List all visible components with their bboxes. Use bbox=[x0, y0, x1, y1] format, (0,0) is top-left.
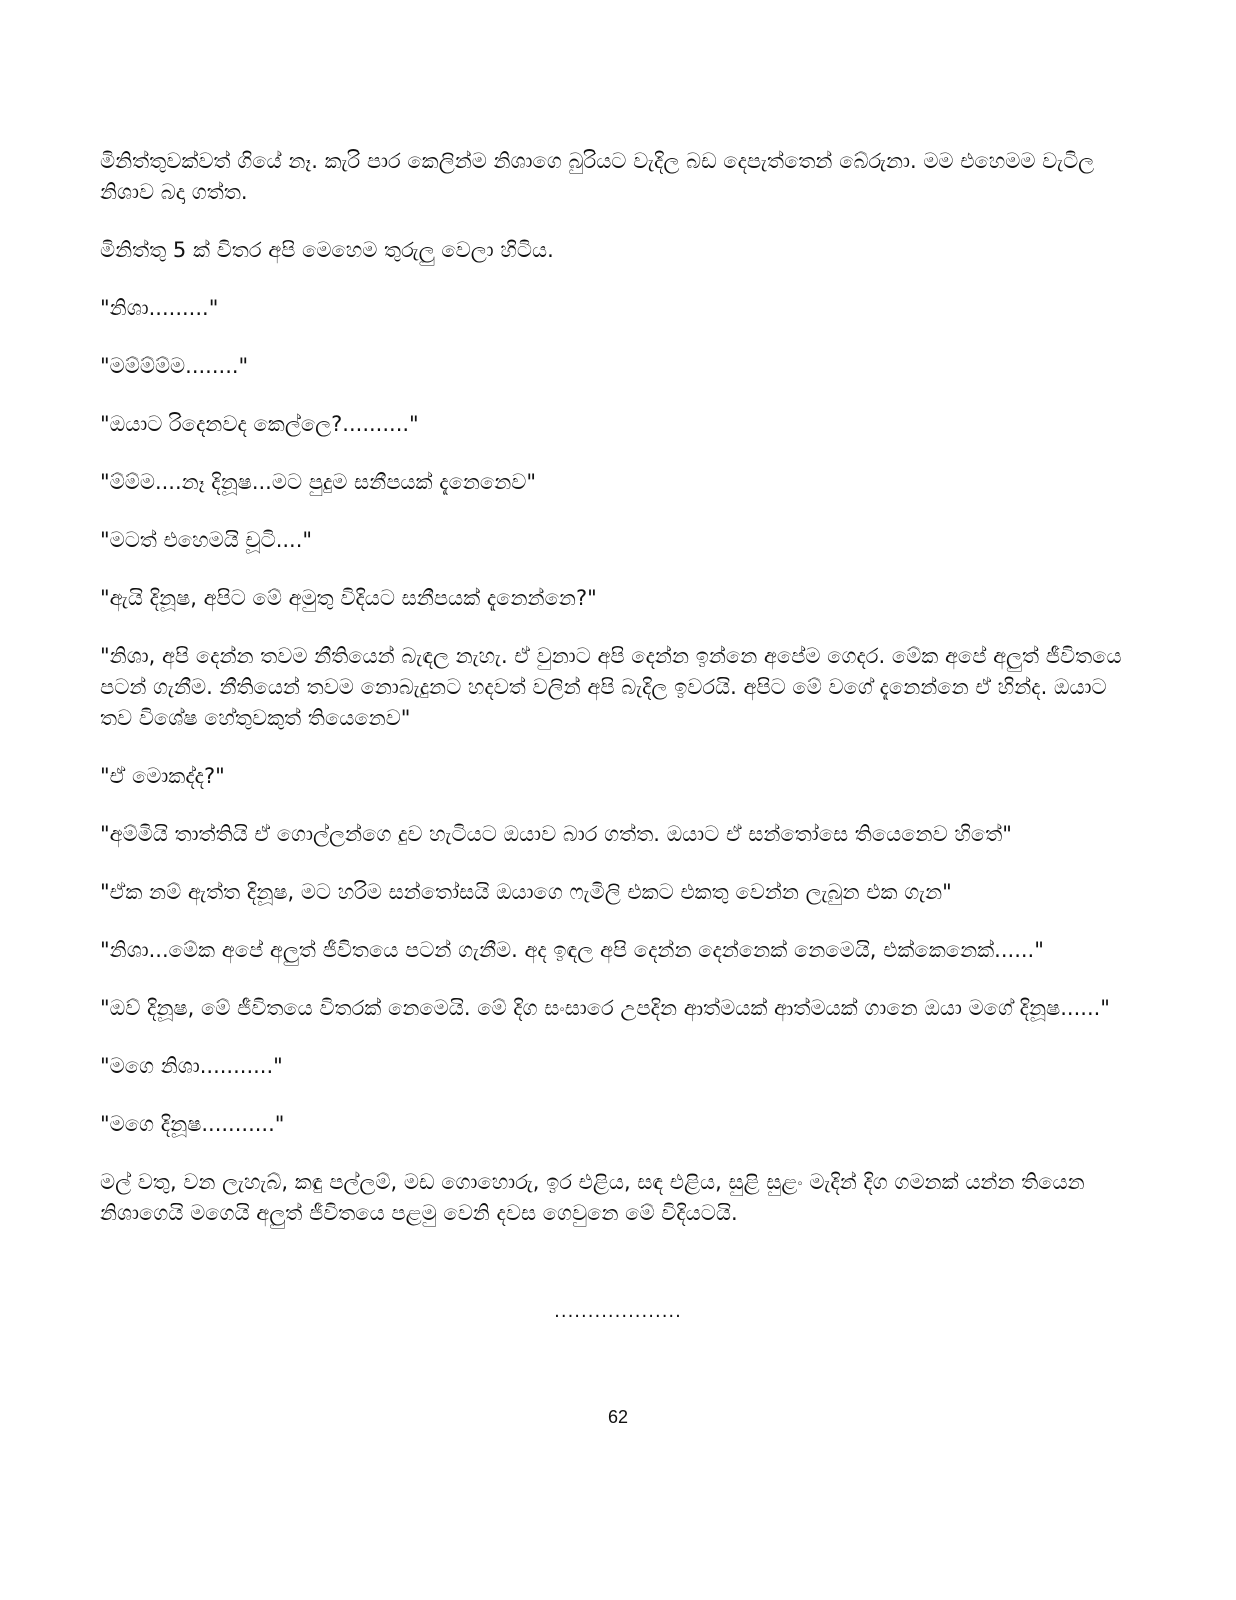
paragraph: මිනිත්තුවක්වත් ගියේ නෑ. කැරි පාර කෙලින්ම නිශාගෙ බුරියට වැදිල බඩ දෙපැත්තෙන් බේරුනා. මම එහෙමම වැටිල නිශාව බදා ගත්ත. bbox=[100, 149, 1095, 204]
body-text bbox=[100, 146, 1130, 1256]
dialogue-line: "ඔයාට රිදෙනවද කෙල්ලෙ?.........." bbox=[100, 412, 419, 436]
dialogue-line: "ඇයි දිනූෂ, අපිට මේ අමුතු විදියට සනීපයක් දැනෙන්නෙ?" bbox=[100, 586, 597, 610]
paragraph: මිනිත්තු 5 ක් විතර අපි මෙහෙම තුරුලු වෙලා හිටිය. bbox=[100, 238, 554, 262]
dialogue-line: "මටත් එහෙමයි චූටි...." bbox=[100, 528, 313, 552]
dialogue-line: "ඒක නම් ඇත්ත දිනූෂ, මට හරිම සන්තෝසයි ඔයාගෙ ෆැමිලි එකට එකතු වෙන්න ලැබුන එක ගැන" bbox=[100, 880, 952, 904]
dialogue-line: "මගෙ නිශා..........." bbox=[100, 1054, 283, 1078]
dialogue-line: "නිශා...මේක අපේ අලුත් ජීවිතයෙ පටන් ගැනීම. අද ඉඳල අපි දෙන්න දෙන්නෙක් නෙමෙයි, එක්කෙනෙක්......" bbox=[100, 938, 1044, 962]
dialogue-line: "නිශා........." bbox=[100, 296, 219, 320]
dialogue-line: "අම්මියි තාත්තියි ඒ ගොල්ලන්ගෙ දුව හැටියට ඔයාව බාර ගත්ත. ඔයාට ඒ සන්තෝසෙ තියෙනෙව හිතේ" bbox=[100, 822, 1012, 846]
page-number: 62 bbox=[607, 1407, 629, 1427]
paragraph: මල් වතු, වන ලැහැබ්, කඳු පල්ලම්, මඩ ගොහොරු, ඉර එළිය, සඳ එළිය, සුළි සුළං මැදින් දිග ගමනක් යන්න තියෙන නිශාගෙයි මගෙයි අලුත් ජීවිතයෙ පළමු වෙනි දවස ගෙවුනෙ මේ විදියටයි. bbox=[100, 1170, 1085, 1225]
dialogue-line: "ඔව් දිනූෂ, මේ ජීවිතයෙ විතරක් නෙමෙයි. මේ දිග සංසාරෙ උපදින ආත්මයක් ආත්මයක් ගානෙ ඔයා මගේ දිනූෂ......" bbox=[100, 996, 1110, 1020]
dialogue-line: "නිශා, අපි දෙන්න තවම නීතියෙන් බැඳල නැහැ. ඒ වුනාට අපි දෙන්න ඉන්නෙ අපේම ගෙදර. මේක අපේ අලුත් ජීවිතයෙ පටන් ගැනීම. නීතියෙන් තවම නොබැදුනට හදවත් වලින් අපි බැදිල ඉවරයි. අපිට මේ වගේ දැනෙන්නෙ ඒ හින්ද. ඔයාට තව විශේෂ හේතුවකුත් තියෙනෙව" bbox=[100, 644, 1122, 730]
dialogue-line: "ඒ මොකද්ද?" bbox=[100, 764, 225, 788]
dialogue-line: "ම්ම්ම....නෑ දිනූෂ...මට පුදුම සනීපයක් දැනෙනෙව" bbox=[100, 470, 537, 494]
dialogue-line: "මම්ම්ම්ම........" bbox=[100, 354, 249, 378]
section-separator: ................... bbox=[554, 1301, 682, 1322]
dialogue-line: "මගෙ දිනූෂ..........." bbox=[100, 1112, 285, 1136]
